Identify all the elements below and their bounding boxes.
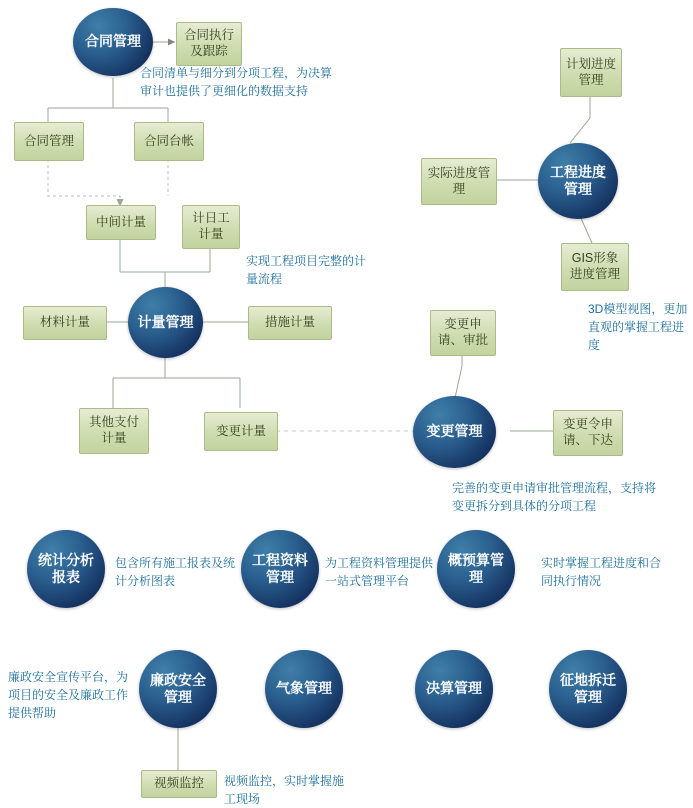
- node-budget-mgmt-label: 概预算管理: [448, 551, 504, 585]
- arrow-contract-to-exec: [168, 39, 175, 46]
- note-change: 完善的变更申请审批管理流程，支持将变更拆分到具体的分项工程: [452, 481, 657, 513]
- box-contract-exec[interactable]: [176, 22, 242, 66]
- box-video-monitor-label: 视频监控: [153, 776, 204, 791]
- node-stat-report[interactable]: [27, 530, 105, 608]
- node-change-mgmt[interactable]: [413, 396, 496, 468]
- box-actual-progress[interactable]: [421, 158, 497, 205]
- box-change-apply-label: 变更申请、审批: [437, 317, 488, 347]
- box-contract-ledger-label: 合同台帐: [143, 133, 194, 148]
- line-change-apply-diag: [455, 366, 462, 398]
- line-progress-to-gis: [580, 216, 592, 243]
- note-metering: 实现工程项目完整的计量流程: [246, 254, 367, 286]
- node-change-mgmt-label: 变更管理: [426, 423, 483, 440]
- box-contract-mgmt[interactable]: [14, 122, 84, 161]
- box-daywork-metering-label: 计日工计量: [192, 211, 230, 241]
- node-progress-mgmt[interactable]: [538, 143, 618, 219]
- node-contract-mgmt[interactable]: [73, 8, 153, 76]
- box-contract-mgmt-label: 合同管理: [23, 133, 74, 148]
- node-weather-mgmt-label: 气象管理: [276, 680, 332, 697]
- note-docs: 为工程资料管理提供一站式管理平台: [325, 556, 434, 588]
- node-land-demolition[interactable]: [549, 650, 627, 728]
- node-project-docs-label: 工程资料管理: [252, 551, 308, 585]
- box-measure-metering-label: 措施计量: [264, 315, 315, 330]
- box-change-order-label: 变更令申请、下达: [562, 417, 613, 447]
- note-budget: 实时掌握工程进度和合同执行情况: [541, 556, 662, 588]
- box-daywork-metering[interactable]: [182, 205, 240, 249]
- box-contract-ledger[interactable]: [134, 122, 204, 161]
- box-interim-metering[interactable]: [86, 205, 156, 240]
- box-change-metering[interactable]: [204, 412, 278, 451]
- node-contract-mgmt-label: 合同管理: [85, 33, 141, 50]
- box-other-payment-label: 其他支付计量: [88, 415, 139, 445]
- note-video: 视频监控，实时掌握施工现场: [224, 774, 345, 806]
- node-budget-mgmt[interactable]: [437, 530, 515, 608]
- box-measure-metering[interactable]: [248, 306, 332, 340]
- node-project-docs[interactable]: [241, 530, 319, 608]
- node-metering-mgmt-label: 计量管理: [137, 313, 194, 330]
- node-settlement-mgmt-label: 决算管理: [426, 680, 482, 697]
- box-material-metering-label: 材料计量: [39, 315, 90, 330]
- node-metering-mgmt[interactable]: [128, 287, 203, 358]
- box-change-apply[interactable]: [430, 310, 496, 356]
- box-plan-progress-label: 计划进度管理: [565, 56, 616, 87]
- node-weather-mgmt[interactable]: [265, 650, 343, 728]
- note-integrity: 廉政安全宣传平台，为项目的安全及廉政工作提供帮助: [8, 670, 129, 720]
- box-change-metering-label: 变更计量: [215, 423, 266, 438]
- node-integrity-mgmt-label: 廉政安全管理: [150, 671, 206, 705]
- box-gis-progress[interactable]: [561, 243, 629, 291]
- note-contract: 合同清单与细分到分项工程，为决算审计也提供了更细化的数据支持: [140, 66, 333, 98]
- node-settlement-mgmt[interactable]: [415, 650, 493, 728]
- box-material-metering[interactable]: [23, 306, 107, 340]
- node-integrity-mgmt[interactable]: [139, 650, 217, 728]
- line-plan-diag: [570, 118, 590, 143]
- note-stat: 包含所有施工报表及统计分析图表: [115, 556, 236, 588]
- line-dashed-contract-to-interim: [48, 159, 120, 205]
- box-actual-progress-label: 实际进度管理: [427, 165, 491, 196]
- box-video-monitor[interactable]: [141, 770, 217, 798]
- box-contract-exec-label: 合同执行及跟踪: [183, 28, 234, 58]
- box-other-payment[interactable]: [79, 408, 149, 454]
- box-plan-progress[interactable]: [560, 48, 622, 97]
- note-progress: 3D模型视图，更加直观的掌握工程进度: [588, 302, 688, 352]
- node-progress-mgmt-label: 工程进度管理: [550, 163, 606, 197]
- node-land-demolition-label: 征地拆迁管理: [560, 671, 616, 705]
- box-interim-metering-label: 中间计量: [95, 214, 146, 229]
- box-change-order[interactable]: [553, 410, 623, 456]
- node-stat-report-label: 统计分析报表: [38, 551, 94, 585]
- box-gis-progress-label: GIS形象进度管理: [569, 251, 620, 281]
